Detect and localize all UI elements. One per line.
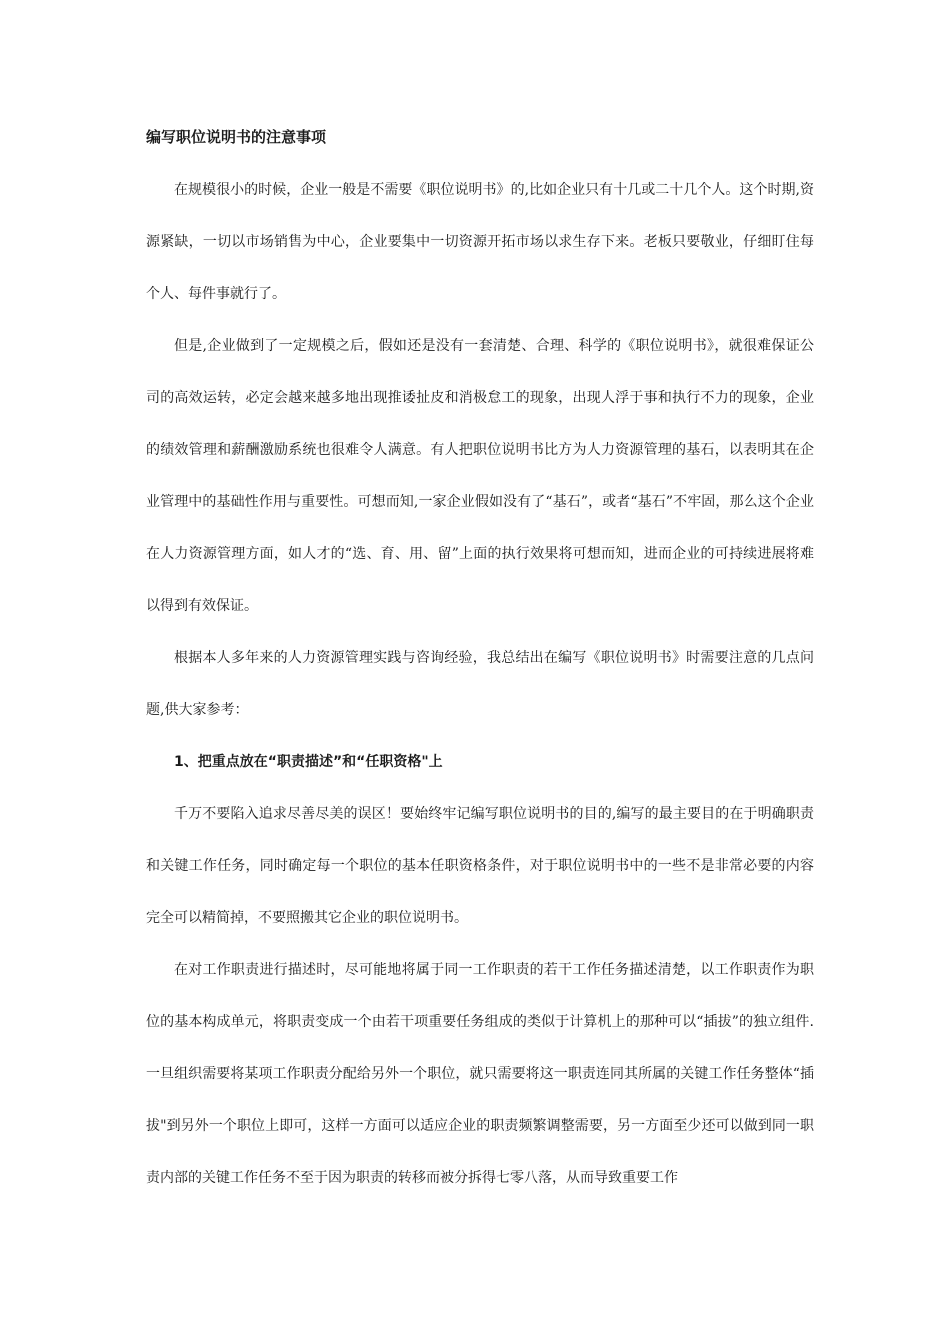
section-heading: 1、把重点放在“职责描述”和“任职资格"上 — [174, 754, 443, 770]
document-title: 编写职位说明书的注意事项 — [146, 128, 327, 146]
paragraph-3: 根据本人多年来的人力资源管理实践与咨询经验，我总结出在编写《职位说明书》时需要注意的几点问题,供大家参考： — [146, 650, 814, 718]
paragraph-1: 在规模很小的时候，企业一般是不需要《职位说明书》的,比如企业只有十几或二十几个人。这个时期,资源紧缺，一切以市场销售为中心，企业要集中一切资源开拓市场以求生存下来。老板只要敬业，仔细盯住每个人、每件事就行了。 — [146, 182, 814, 302]
section-paragraph-2: 在对工作职责进行描述时，尽可能地将属于同一工作职责的若干工作任务描述清楚，以工作职责作为职位的基本构成单元，将职责变成一个由若干项重要任务组成的类似于计算机上的那种可以“插拔”的独立组件.一旦组织需要将某项工作职责分配给另外一个职位，就只需要将这一职责连同其所属的关键工作任务整体“插拔"到另外一个职位上即可，这样一方面可以适应企业的职责频繁调整需要，另一方面至少还可以做到同一职责内部的关键工作任务不至于因为职责的转移而被分拆得七零八落，从而导致重要工作 — [146, 962, 814, 1186]
document-page — [146, 120, 814, 1204]
paragraph-2: 但是,企业做到了一定规模之后，假如还是没有一套清楚、合理、科学的《职位说明书》，就很难保证公司的高效运转，必定会越来越多地出现推诿扯皮和消极怠工的现象，出现人浮于事和执行不力的现象，企业的绩效管理和薪酬激励系统也很难令人满意。有人把职位说明书比方为人力资源管理的基石，以表明其在企业管理中的基础性作用与重要性。可想而知,一家企业假如没有了“基石”，或者“基石”不牢固，那么这个企业在人力资源管理方面，如人才的“选、育、用、留”上面的执行效果将可想而知，进而企业的可持续进展将难以得到有效保证。 — [146, 338, 814, 614]
section-paragraph-1: 千万不要陷入追求尽善尽美的误区！要始终牢记编写职位说明书的目的,编写的最主要目的在于明确职责和关键工作任务，同时确定每一个职位的基本任职资格条件，对于职位说明书中的一些不是非常必要的内容完全可以精简掉，不要照搬其它企业的职位说明书。 — [146, 806, 814, 926]
